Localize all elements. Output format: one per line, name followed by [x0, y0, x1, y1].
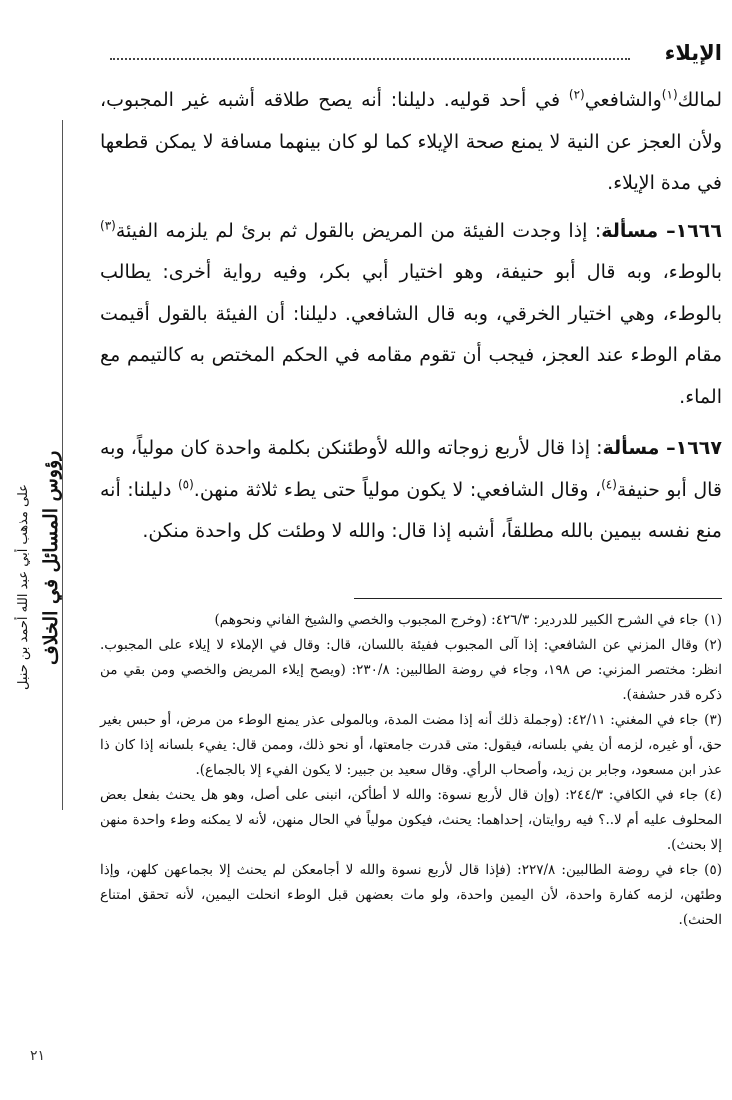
footnote-text: جاء في روضة الطالبين: ٢٢٧/٨: (فإذا قال لأربع نسوة والله لا أجامعكن لم يحنث إلا بجماعهن كلهن، وإذا وطئهن، لزمه كفارة واحدة، لأن اليمين واحدة، ولو مات بعضهن قبل الوطء انحلت اليمين، لأنه تحقق امتناع الحنث).	[100, 862, 722, 928]
issue-1667-text-c: دليلنا: أنه منع نفسه بيمين بالله مطلقاً، أشبه إذا قال: والله لا وطئت كل واحدة منكن.	[100, 478, 722, 542]
footnote	[100, 708, 722, 783]
footnote-text: جاء في الكافي: ٢٤٤/٣: (وإن قال لأربع نسوة: والله لا أطأكن، انبنى على أصل، وهو هل يحنث بفعل بعض المحلوف عليه أم لا..؟ فيه روايتان، إحداهما: يحنث، فيكون مولياً في الحال منهن، لأنه لا يمكنه وطء واحدة منهن إلا بحنث).	[100, 787, 722, 853]
issue-1667-text-a: : إذا قال لأربع زوجاته والله لأوطئنكن بكلمة واحدة كان مولياً، وبه قال أبو حنيفة	[100, 437, 722, 501]
footnote-number: (٤)	[704, 787, 722, 803]
issue-1666-text-a: : إذا وجدت الفيئة من المريض بالقول ثم برئ لم يلزمه الفيئة	[115, 219, 602, 242]
side-book-title-text: رؤوس المسائل في الخلاف	[40, 450, 62, 665]
side-book-title	[36, 120, 64, 810]
footnote-ref-5: (٥)	[177, 477, 194, 492]
running-head	[110, 38, 722, 68]
footnote	[100, 608, 722, 633]
footnote-number: (٣)	[704, 712, 722, 728]
footnote-ref-1: (١)	[661, 87, 678, 102]
issue-number: ١٦٦٧–	[659, 437, 722, 459]
footnote-text: جاء في المغني: ٤٢/١١: (وجملة ذلك أنه إذا مضت المدة، وبالمولى عذر يمنع الوطء من مرض، أو حبس بغير حق، أو غيره، لزمه أن يفي بلسانه، فيقول: متى قدرت جامعتها، أو نحو ذلك، وممن قال: يفيء بلسانه إذا كان ذا عذر ابن مسعود، وجابر بن زيد، وأصحاب الرأي. وقال سعيد بن جبير: لا يكون الفيء إلا بالجماع).	[100, 712, 722, 778]
issue-1666	[100, 211, 722, 419]
footnote-text: وقال المزني عن الشافعي: إذا آلى المجبوب ففيئة باللسان، قال: وقال في الإملاء لا إيلاء على المجبوب. انظر: مختصر المزني: ص ١٩٨، وجاء في روضة الطالبين: ٢٣٠/٨: (ويصح إيلاء المريض والخصي ومن بقي من ذكره قدر حشفة).	[100, 637, 722, 703]
issue-label: مسألة	[601, 219, 659, 242]
issue-label: مسألة	[602, 437, 660, 459]
footnote-number: (١)	[704, 612, 722, 628]
para1-text-b: والشافعي	[584, 89, 662, 111]
footnote-ref-3: (٣)	[100, 218, 116, 233]
side-author-line	[14, 330, 34, 710]
footnote-ref-2: (٢)	[568, 87, 585, 102]
footnote-ref-4: (٤)	[601, 477, 617, 492]
paragraph-continuation	[100, 80, 722, 205]
footnote-number: (٥)	[704, 862, 722, 878]
issue-number: ١٦٦٦–	[658, 219, 722, 242]
para1-text-a: لمالك	[677, 89, 722, 111]
page-number: ٢١	[30, 1048, 46, 1064]
main-text	[100, 80, 722, 563]
footnotes	[100, 608, 722, 933]
footnote-number: (٢)	[704, 637, 722, 653]
header-dotted-rule	[110, 58, 630, 60]
footnote	[100, 783, 722, 858]
side-column	[0, 0, 78, 1100]
issue-1667	[100, 428, 722, 553]
footnote-separator	[354, 598, 722, 599]
para1-text-c: في أحد قوليه. دليلنا: أنه يصح طلاقه أشبه غير المجبوب، ولأن العجز عن النية لا يمنع صحة الإيلاء كما لو كان بينهما مسافة لا يمكن قطعها في مدة الإيلاء.	[100, 89, 722, 194]
running-title: الإيلاء	[664, 41, 722, 65]
side-author-text: على مذهب أبي عبد الله أحمد بن حنبل	[16, 484, 31, 690]
footnote-text: جاء في الشرح الكبير للدردير: ٤٢٦/٣: (وخرج المجبوب والخصي والشيخ الفاني ونحوهم)	[214, 612, 699, 628]
footnote	[100, 858, 722, 933]
footnote	[100, 633, 722, 708]
issue-1667-text-b: ، وقال الشافعي: لا يكون مولياً حتى يطء ثلاثة منهن.	[193, 478, 602, 501]
issue-1666-text-b: بالوطء، وبه قال أبو حنيفة، وهو اختيار أبي بكر، وفيه رواية أخرى: يطالب بالوطء، وهي اختيار الخرقي، وبه قال الشافعي. دليلنا: أن الفيئة بالقول أقيمت مقام الوطء عند العجز، فيجب أن تقوم مقامه في الحكم المختص به كالتيمم مع الماء.	[100, 261, 722, 408]
